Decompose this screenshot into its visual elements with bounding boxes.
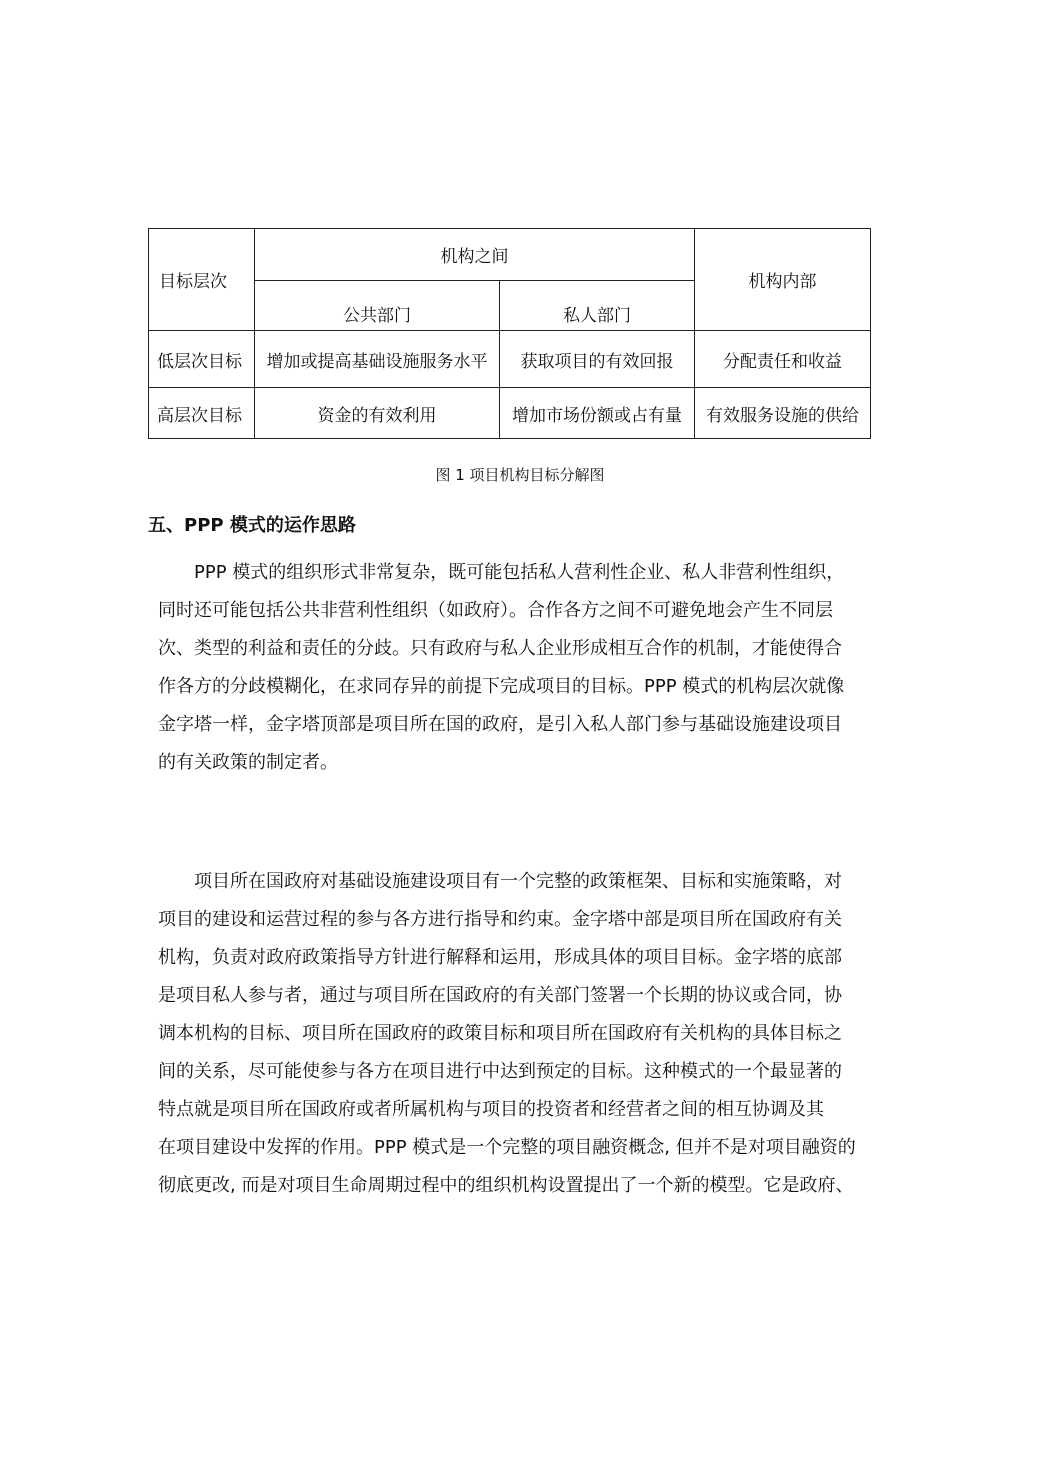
paragraph-line: 的有关政策的制定者。 [158, 752, 338, 773]
internal-cell: 有效服务设施的供给 [695, 388, 871, 439]
paragraph-line: 间的关系，尽可能使参与各方在项目进行中达到预定的目标。这种模式的一个最显著的 [158, 1061, 842, 1082]
table-row [149, 388, 871, 439]
header-goal-level: 目标层次 [149, 229, 255, 331]
paragraph-line: 同时还可能包括公共非营利性组织（如政府）。合作各方之间不可避免地会产生不同层 [158, 600, 833, 621]
header-public-sector: 公共部门 [255, 281, 500, 331]
section-heading: 五、PPP 模式的运作思路 [148, 515, 356, 536]
paragraph-2 [158, 863, 882, 1205]
table-row [149, 331, 871, 388]
header-within-institution: 机构内部 [695, 229, 871, 331]
row-level-cell: 低层次目标 [149, 331, 255, 388]
paragraph-line: 特点就是项目所在国政府或者所属机构与项目的投资者和经营者之间的相互协调及其 [158, 1099, 824, 1120]
paragraph-line: 彻底更改, 而是对项目生命周期过程中的组织机构设置提出了一个新的模型。它是政府、 [158, 1175, 854, 1196]
paragraph-line: 机构，负责对政府政策指导方针进行解释和运用，形成具体的项目目标。金字塔的底部 [158, 947, 842, 968]
paragraph-line: 次、类型的利益和责任的分歧。只有政府与私人企业形成相互合作的机制，才能使得合 [158, 638, 842, 659]
row-level-cell: 高层次目标 [149, 388, 255, 439]
paragraph-line: 项目的建设和运营过程的参与各方进行指导和约束。金字塔中部是项目所在国政府有关 [158, 909, 842, 930]
paragraph-line: PPP 模式的组织形式非常复杂，既可能包括私人营利性企业、私人非营利性组织， [194, 562, 845, 583]
internal-cell: 分配责任和收益 [695, 331, 871, 388]
header-between-institutions: 机构之间 [255, 229, 695, 281]
public-sector-cell: 资金的有效利用 [255, 388, 500, 439]
private-sector-cell: 获取项目的有效回报 [500, 331, 695, 388]
paragraph-line: 调本机构的目标、项目所在国政府的政策目标和项目所在国政府有关机构的具体目标之 [158, 1023, 842, 1044]
header-private-sector: 私人部门 [500, 281, 695, 331]
private-sector-cell: 增加市场份额或占有量 [500, 388, 695, 439]
public-sector-cell: 增加或提高基础设施服务水平 [255, 331, 500, 388]
goal-decomposition-table [148, 228, 871, 439]
paragraph-line: 作各方的分歧模糊化，在求同存异的前提下完成项目的目标。PPP 模式的机构层次就像 [158, 676, 845, 697]
figure-caption: 图 1 项目机构目标分解图 [435, 466, 605, 484]
paragraph-line: 是项目私人参与者，通过与项目所在国政府的有关部门签署一个长期的协议或合同，协 [158, 985, 842, 1006]
paragraph-line: 在项目建设中发挥的作用。PPP 模式是一个完整的项目融资概念, 但并不是对项目融资的 [158, 1137, 856, 1158]
paragraph-line: 项目所在国政府对基础设施建设项目有一个完整的政策框架、目标和实施策略，对 [194, 871, 842, 892]
paragraph-line: 金字塔一样，金字塔顶部是项目所在国的政府，是引入私人部门参与基础设施建设项目 [158, 714, 842, 735]
paragraph-1 [158, 554, 882, 782]
